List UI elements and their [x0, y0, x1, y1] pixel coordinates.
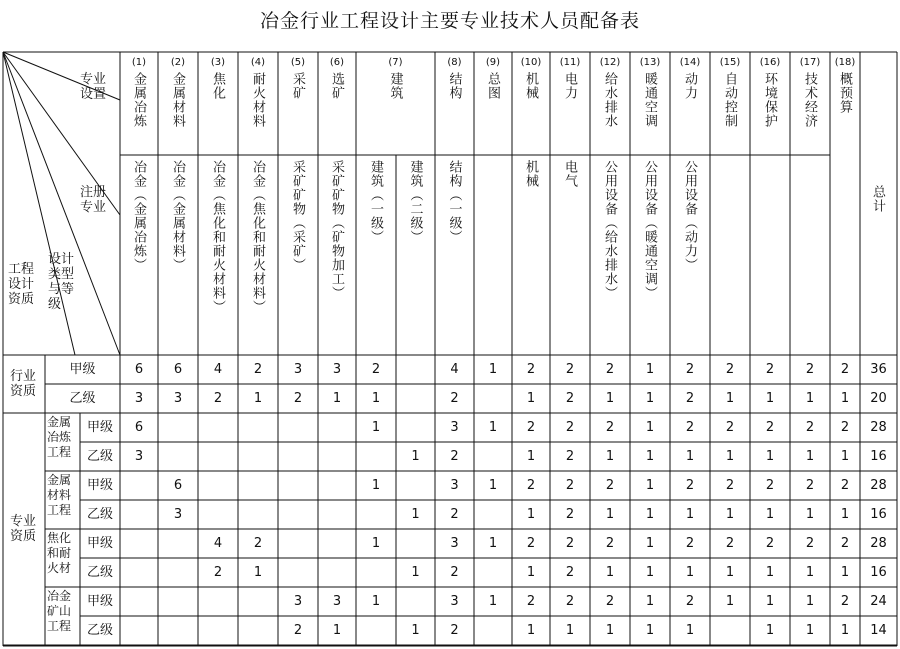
value-cell [238, 500, 278, 529]
value-cell: 1 [805, 448, 815, 464]
value-cell: 1 [805, 593, 815, 609]
column-setting-16: 环境保护 [762, 72, 777, 128]
value-cell: 3 [173, 506, 183, 522]
value-cell: 3 [450, 593, 459, 609]
column-registered-7-1: 建筑（一级） [368, 160, 383, 244]
value-cell: 2 [450, 564, 459, 580]
value-cell: 1 [765, 564, 775, 580]
column-registered-6: 采矿矿物（矿物加工） [329, 160, 344, 300]
value-cell: 1 [840, 448, 850, 464]
value-cell: 2 [565, 477, 575, 493]
column-setting-14: 动力 [682, 72, 697, 100]
value-cell: 1 [805, 564, 815, 580]
total-cell: 16 [870, 448, 887, 464]
value-cell: 2 [253, 535, 263, 551]
value-cell [120, 500, 158, 529]
column-setting-7: 建筑 [387, 72, 403, 100]
value-cell [474, 616, 512, 645]
column-setting-18: 概预算 [837, 72, 852, 114]
value-cell: 2 [450, 390, 459, 406]
column-setting-4: 耐火材料 [250, 72, 265, 128]
column-setting-9: 总图 [485, 72, 500, 100]
group-label-1: 专业资质 [10, 514, 37, 544]
value-cell: 6 [134, 419, 144, 435]
value-cell: 2 [725, 477, 735, 493]
value-cell [120, 558, 158, 587]
grade-label: 甲级 [86, 419, 113, 435]
value-cell: 2 [565, 390, 575, 406]
value-cell: 2 [605, 361, 615, 377]
value-cell: 2 [840, 419, 850, 435]
value-cell [278, 558, 318, 587]
column-setting-6: 选矿 [329, 72, 344, 100]
value-cell [198, 587, 238, 616]
value-cell [474, 558, 512, 587]
value-cell [278, 442, 318, 471]
column-setting-13: 暖通空调 [642, 72, 657, 128]
value-cell [120, 587, 158, 616]
value-cell: 1 [565, 622, 575, 638]
value-cell [238, 471, 278, 500]
value-cell [158, 558, 198, 587]
value-cell: 2 [450, 622, 459, 638]
value-cell: 1 [645, 361, 655, 377]
column-setting-10: 机械 [523, 72, 538, 100]
value-cell: 3 [293, 593, 303, 609]
value-cell: 1 [685, 506, 695, 522]
value-cell: 1 [765, 622, 775, 638]
value-cell: 2 [840, 535, 850, 551]
value-cell: 1 [725, 564, 735, 580]
value-cell: 1 [332, 390, 342, 406]
total-cell: 36 [870, 361, 887, 377]
column-number-14: (14) [679, 57, 701, 68]
value-cell [158, 529, 198, 558]
value-cell: 1 [605, 506, 615, 522]
value-cell: 1 [645, 448, 655, 464]
column-registered-14: 公用设备（动力） [682, 160, 697, 272]
column-number-7: (7) [388, 57, 403, 68]
value-cell: 1 [605, 390, 615, 406]
value-cell: 2 [565, 448, 575, 464]
column-setting-5: 采矿 [290, 72, 305, 100]
grade-label: 甲级 [86, 535, 113, 551]
value-cell [318, 442, 356, 471]
value-cell: 2 [805, 477, 815, 493]
value-cell: 1 [765, 448, 775, 464]
value-cell: 1 [765, 390, 775, 406]
value-cell [318, 413, 356, 442]
column-registered-8: 结构（一级） [446, 160, 462, 244]
value-cell [474, 442, 512, 471]
value-cell: 1 [371, 419, 381, 435]
value-cell: 1 [488, 593, 498, 609]
grade-label: 甲级 [86, 593, 113, 609]
value-cell: 1 [411, 564, 420, 580]
value-cell: 1 [805, 506, 815, 522]
column-number-4: (4) [250, 57, 266, 68]
value-cell [710, 616, 750, 645]
subgroup-label-1-1: 金属材料工程 [47, 473, 72, 517]
value-cell: 2 [805, 419, 815, 435]
total-cell: 28 [870, 535, 887, 551]
value-cell: 2 [565, 361, 575, 377]
total-cell: 28 [870, 477, 887, 493]
column-number-13: (13) [639, 57, 661, 68]
column-number-3: (3) [210, 57, 226, 68]
value-cell [396, 413, 435, 442]
value-cell: 6 [173, 361, 183, 377]
value-cell: 2 [765, 361, 775, 377]
value-cell: 1 [526, 622, 536, 638]
value-cell: 2 [725, 361, 735, 377]
value-cell [318, 558, 356, 587]
value-cell: 1 [840, 622, 850, 638]
value-cell: 1 [605, 448, 615, 464]
value-cell: 2 [685, 419, 695, 435]
value-cell: 1 [526, 506, 536, 522]
value-cell: 2 [565, 506, 575, 522]
value-cell [198, 616, 238, 645]
value-cell: 1 [685, 564, 695, 580]
value-cell: 1 [840, 390, 850, 406]
value-cell: 6 [134, 361, 144, 377]
column-number-6: (6) [329, 57, 345, 68]
value-cell: 1 [411, 448, 420, 464]
value-cell: 3 [134, 390, 144, 406]
value-cell: 3 [173, 390, 183, 406]
column-registered-12: 公用设备（给水排水） [602, 160, 617, 300]
value-cell [396, 471, 435, 500]
column-setting-1: 金属冶炼 [131, 72, 146, 128]
value-cell: 2 [526, 535, 536, 551]
value-cell [158, 442, 198, 471]
value-cell [278, 500, 318, 529]
corner-label-design-type: 设计类型与等级 [48, 252, 75, 312]
value-cell: 1 [725, 390, 735, 406]
column-number-10: (10) [520, 57, 542, 68]
value-cell [396, 355, 435, 384]
total-cell: 24 [870, 593, 887, 609]
value-cell: 1 [725, 448, 735, 464]
value-cell: 2 [605, 477, 615, 493]
value-cell: 2 [565, 593, 575, 609]
value-cell: 2 [805, 535, 815, 551]
value-cell: 2 [725, 535, 735, 551]
value-cell: 2 [526, 419, 536, 435]
column-number-18: (18) [834, 57, 856, 68]
value-cell: 1 [332, 622, 342, 638]
value-cell: 1 [371, 390, 381, 406]
column-number-16: (16) [759, 57, 781, 68]
column-setting-2: 金属材料 [170, 72, 185, 128]
value-cell: 2 [450, 448, 459, 464]
value-cell [278, 413, 318, 442]
column-registered-11: 电气 [562, 160, 577, 188]
value-cell: 1 [725, 506, 735, 522]
grade-label: 乙级 [86, 564, 113, 580]
value-cell: 2 [213, 390, 223, 406]
value-cell [198, 442, 238, 471]
column-number-12: (12) [599, 57, 621, 68]
value-cell: 2 [565, 419, 575, 435]
value-cell: 6 [173, 477, 183, 493]
value-cell [356, 442, 396, 471]
value-cell: 2 [293, 390, 303, 406]
column-number-8: (8) [447, 57, 462, 68]
grade-label: 乙级 [86, 448, 113, 464]
subgroup-label-1-3: 冶金矿山工程 [47, 589, 72, 633]
value-cell: 1 [840, 506, 850, 522]
value-cell [318, 500, 356, 529]
subgroup-label-1-0: 金属冶炼工程 [47, 415, 72, 459]
column-registered-5: 采矿矿物（采矿） [290, 160, 305, 272]
value-cell: 3 [450, 419, 459, 435]
value-cell: 2 [685, 535, 695, 551]
value-cell [158, 587, 198, 616]
value-cell: 2 [765, 535, 775, 551]
column-number-2: (2) [170, 57, 186, 68]
column-number-5: (5) [290, 57, 306, 68]
total-cell: 16 [870, 506, 887, 522]
column-registered-13: 公用设备（暖通空调） [642, 160, 657, 300]
value-cell: 1 [526, 390, 536, 406]
value-cell: 2 [840, 361, 850, 377]
grade-label: 乙级 [86, 622, 113, 638]
column-registered-2: 冶金（金属材料） [170, 160, 185, 272]
value-cell: 2 [253, 361, 263, 377]
column-registered-10: 机械 [523, 160, 538, 188]
value-cell: 1 [645, 419, 655, 435]
value-cell: 1 [840, 564, 850, 580]
value-cell: 1 [253, 564, 263, 580]
value-cell [356, 500, 396, 529]
subgroup-label-1-2: 焦化和耐火材 [47, 531, 72, 575]
value-cell [474, 384, 512, 413]
value-cell: 1 [253, 390, 263, 406]
column-setting-17: 技术经济 [802, 72, 817, 128]
corner-label-setting: 专业设置 [80, 72, 107, 102]
value-cell [120, 529, 158, 558]
value-cell [396, 384, 435, 413]
grade-label: 乙级 [69, 390, 96, 406]
value-cell: 2 [840, 477, 850, 493]
value-cell: 1 [645, 477, 655, 493]
value-cell: 1 [645, 564, 655, 580]
value-cell: 1 [765, 593, 775, 609]
value-cell [120, 471, 158, 500]
value-cell [474, 500, 512, 529]
value-cell: 2 [213, 564, 223, 580]
value-cell [396, 529, 435, 558]
total-header: 总计 [870, 185, 885, 213]
column-setting-12: 给水排水 [602, 72, 617, 128]
column-setting-8: 结构 [446, 72, 462, 100]
value-cell: 2 [605, 419, 615, 435]
column-number-9: (9) [485, 57, 501, 68]
value-cell [356, 558, 396, 587]
value-cell [158, 413, 198, 442]
value-cell: 2 [450, 506, 459, 522]
value-cell: 4 [213, 361, 223, 377]
value-cell: 2 [526, 593, 536, 609]
value-cell: 1 [371, 535, 381, 551]
value-cell [158, 616, 198, 645]
value-cell: 3 [293, 361, 303, 377]
value-cell: 2 [685, 390, 695, 406]
value-cell: 1 [725, 593, 735, 609]
value-cell [318, 471, 356, 500]
column-setting-11: 电力 [562, 72, 577, 100]
corner-label-qualification: 工程设计资质 [8, 262, 35, 307]
value-cell: 2 [685, 593, 695, 609]
value-cell: 1 [371, 593, 381, 609]
value-cell: 2 [765, 477, 775, 493]
column-number-15: (15) [719, 57, 741, 68]
group-label-0: 行业资质 [10, 369, 37, 399]
value-cell: 3 [450, 477, 459, 493]
table-title: 冶金行业工程设计主要专业技术人员配备表 [259, 10, 640, 32]
value-cell: 3 [134, 448, 144, 464]
value-cell [278, 529, 318, 558]
value-cell: 1 [805, 390, 815, 406]
value-cell: 1 [685, 622, 695, 638]
value-cell: 2 [293, 622, 303, 638]
column-number-1: (1) [131, 57, 147, 68]
value-cell: 1 [765, 506, 775, 522]
grade-label: 甲级 [86, 477, 113, 493]
column-number-11: (11) [559, 57, 581, 68]
value-cell [198, 471, 238, 500]
value-cell: 1 [488, 535, 498, 551]
value-cell [278, 471, 318, 500]
value-cell: 2 [765, 419, 775, 435]
value-cell: 1 [645, 506, 655, 522]
value-cell: 2 [805, 361, 815, 377]
grade-label: 甲级 [69, 361, 96, 377]
value-cell: 2 [565, 564, 575, 580]
corner-label-registered: 注册专业 [80, 185, 107, 215]
value-cell: 3 [450, 535, 459, 551]
column-setting-3: 焦化 [210, 72, 225, 100]
value-cell: 4 [450, 361, 459, 377]
value-cell: 2 [526, 477, 536, 493]
total-cell: 16 [870, 564, 887, 580]
value-cell [318, 529, 356, 558]
value-cell: 1 [645, 593, 655, 609]
value-cell [198, 500, 238, 529]
value-cell: 1 [411, 622, 420, 638]
value-cell: 1 [411, 506, 420, 522]
value-cell [238, 587, 278, 616]
grade-label: 乙级 [86, 506, 113, 522]
value-cell: 2 [840, 593, 850, 609]
value-cell: 1 [488, 419, 498, 435]
value-cell: 3 [332, 593, 342, 609]
total-cell: 20 [870, 390, 887, 406]
value-cell [198, 413, 238, 442]
column-registered-7-2: 建筑（二级） [407, 160, 423, 244]
value-cell: 2 [605, 535, 615, 551]
value-cell [238, 442, 278, 471]
value-cell: 2 [725, 419, 735, 435]
value-cell: 1 [526, 564, 536, 580]
value-cell: 1 [805, 622, 815, 638]
column-number-17: (17) [799, 57, 821, 68]
value-cell: 2 [685, 477, 695, 493]
value-cell: 2 [526, 361, 536, 377]
value-cell: 1 [605, 622, 615, 638]
value-cell [238, 413, 278, 442]
value-cell: 2 [371, 361, 381, 377]
column-registered-3: 冶金（焦化和耐火材料） [210, 160, 225, 314]
value-cell: 1 [371, 477, 381, 493]
value-cell: 2 [605, 593, 615, 609]
total-cell: 28 [870, 419, 887, 435]
value-cell [356, 616, 396, 645]
value-cell: 1 [645, 535, 655, 551]
value-cell: 1 [605, 564, 615, 580]
value-cell: 3 [332, 361, 342, 377]
value-cell: 1 [488, 361, 498, 377]
value-cell: 1 [526, 448, 536, 464]
value-cell [396, 587, 435, 616]
value-cell: 1 [645, 390, 655, 406]
value-cell: 4 [213, 535, 223, 551]
value-cell: 1 [488, 477, 498, 493]
column-registered-4: 冶金（焦化和耐火材料） [250, 160, 265, 314]
column-registered-1: 冶金（金属冶炼） [131, 160, 146, 272]
value-cell: 2 [685, 361, 695, 377]
value-cell: 1 [685, 448, 695, 464]
value-cell [238, 616, 278, 645]
column-setting-15: 自动控制 [722, 72, 737, 128]
total-cell: 14 [870, 622, 887, 638]
value-cell: 2 [565, 535, 575, 551]
value-cell: 1 [645, 622, 655, 638]
value-cell [120, 616, 158, 645]
